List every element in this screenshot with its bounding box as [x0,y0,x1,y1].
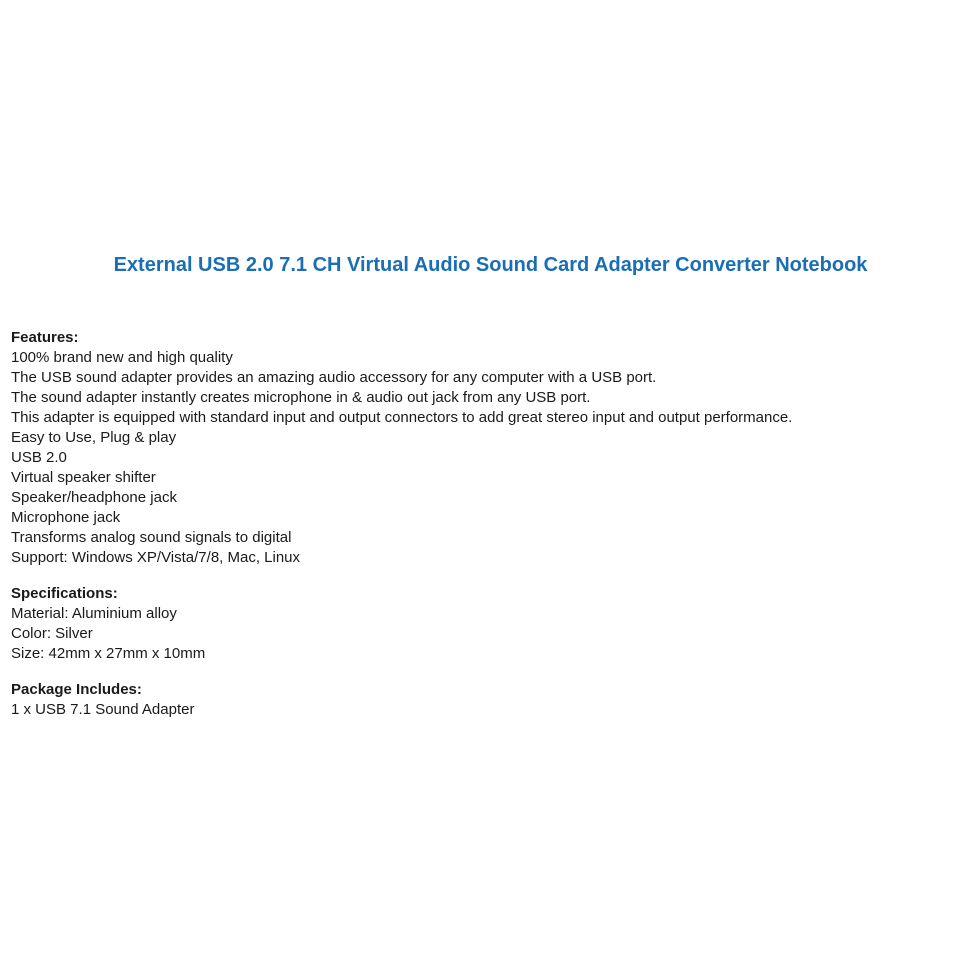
specification-item: Size: 42mm x 27mm x 10mm [11,645,206,662]
feature-item: 100% brand new and high quality [11,349,233,366]
feature-item: The sound adapter instantly creates microphone in & audio out jack from any USB port. [11,389,591,406]
feature-item: Virtual speaker shifter [11,469,156,486]
feature-item: This adapter is equipped with standard input and output connectors to add great stereo input and output performance. [11,409,793,426]
specifications-section [11,584,951,664]
product-title: External USB 2.0 7.1 CH Virtual Audio Sound Card Adapter Converter Notebook [113,254,868,276]
feature-item: USB 2.0 [11,449,67,466]
specifications-heading: Specifications: [11,585,118,602]
specification-item: Color: Silver [11,625,93,642]
package-list [11,700,951,720]
package-heading: Package Includes: [11,681,142,698]
feature-item: Easy to Use, Plug & play [11,429,177,446]
package-item: 1 x USB 7.1 Sound Adapter [11,701,195,718]
features-heading: Features: [11,329,79,346]
package-section [11,680,951,720]
features-list [11,348,951,568]
features-section [11,328,951,568]
specification-item: Material: Aluminium alloy [11,605,177,622]
feature-item: Microphone jack [11,509,121,526]
feature-item: Speaker/headphone jack [11,489,177,506]
feature-item: Transforms analog sound signals to digital [11,529,292,546]
product-description [11,328,951,720]
feature-item: The USB sound adapter provides an amazing audio accessory for any computer with a USB port. [11,369,657,386]
specifications-list [11,604,951,664]
feature-item: Support: Windows XP/Vista/7/8, Mac, Linux [11,549,301,566]
